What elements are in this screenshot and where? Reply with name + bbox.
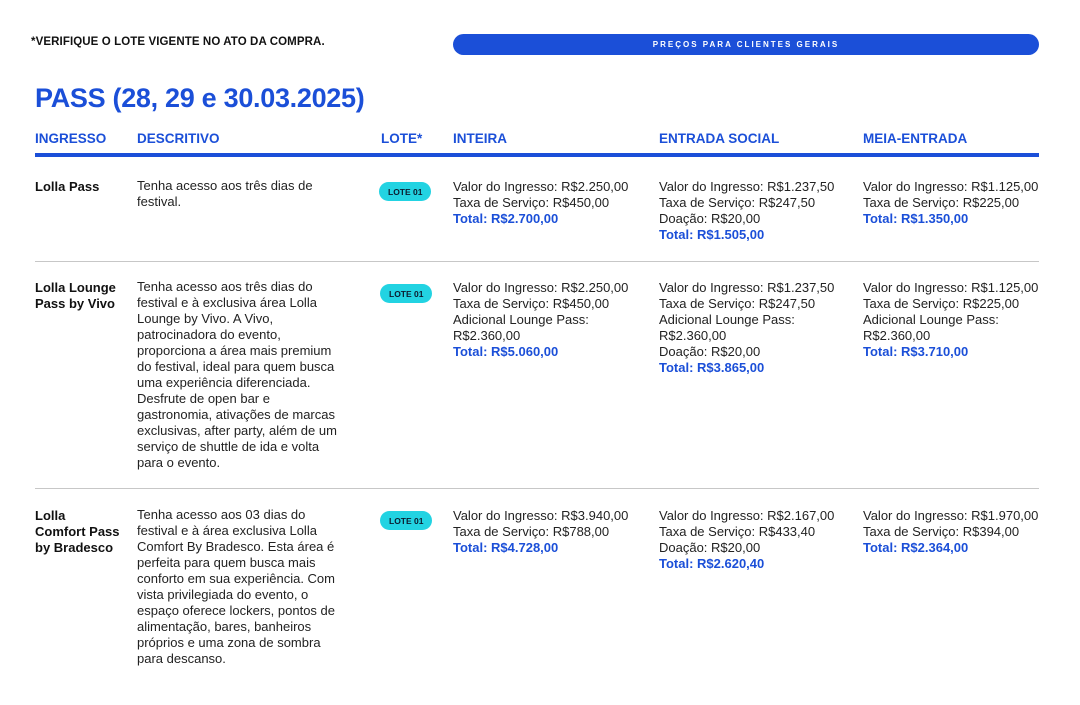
ticket-description-line: espaço oferece lockers, pontos de: [137, 603, 336, 618]
ticket-description-line: Desfrute de open bar e: [137, 391, 270, 406]
price-line: Doação: R$20,00: [659, 211, 761, 226]
price-entrada-social: [659, 280, 834, 376]
lote-badge: LOTE 01: [380, 284, 432, 303]
price-meia-entrada: [863, 280, 1038, 360]
ticket-description-line: Tenha acesso aos 03 dias do: [137, 507, 306, 522]
price-total: Total: R$5.060,00: [453, 344, 559, 359]
column-header-lote: LOTE*: [381, 131, 423, 146]
price-total: Total: R$3.865,00: [659, 360, 765, 375]
ticket-description-line: festival.: [137, 194, 182, 209]
ticket-description-line: patrocinadora do evento,: [137, 327, 281, 342]
ticket-description-line: Tenha acesso aos três dias do: [137, 279, 313, 294]
ticket-description-line: do festival, ideal para quem busca: [137, 359, 335, 374]
price-total: Total: R$2.620,40: [659, 556, 765, 571]
price-line: Adicional Lounge Pass:: [453, 312, 589, 327]
price-total: Total: R$2.364,00: [863, 540, 969, 555]
column-header-ingresso: INGRESSO: [35, 131, 107, 146]
price-inteira: [453, 508, 628, 556]
lote-badge: LOTE 01: [380, 511, 432, 530]
price-line: R$2.360,00: [659, 328, 727, 343]
price-line: Valor do Ingresso: R$2.167,00: [659, 508, 835, 523]
ticket-description: [137, 279, 355, 471]
price-line: Taxa de Serviço: R$788,00: [453, 524, 610, 539]
ticket-description-line: perfeita para quem busca mais: [137, 555, 316, 570]
price-entrada-social: [659, 508, 834, 572]
ticket-description-line: Comfort By Bradesco. Esta área é: [137, 539, 335, 554]
price-line: Taxa de Serviço: R$225,00: [863, 296, 1020, 311]
ticket-description-line: festival e à exclusiva área Lolla: [137, 295, 317, 310]
ticket-description-line: para o evento.: [137, 455, 221, 470]
ticket-name: [35, 280, 116, 312]
column-header-descritivo: DESCRITIVO: [137, 131, 220, 146]
price-total: Total: R$1.505,00: [659, 227, 765, 242]
ticket-description-line: vista privilegiada do evento, o: [137, 587, 309, 602]
row-divider: [35, 488, 1039, 489]
price-line: Taxa de Serviço: R$225,00: [863, 195, 1020, 210]
price-inteira: [453, 280, 628, 360]
ticket-description-line: conforto em sua experiência. Com: [137, 571, 335, 586]
row-divider: [35, 261, 1039, 262]
ticket-description-line: alimentação, bares, banheiros: [137, 619, 312, 634]
ticket-name-line: by Bradesco: [35, 540, 114, 555]
price-line: Valor do Ingresso: R$1.237,50: [659, 280, 835, 295]
ticket-name-line: Pass by Vivo: [35, 296, 115, 311]
price-line: Taxa de Serviço: R$433,40: [659, 524, 816, 539]
price-total: Total: R$1.350,00: [863, 211, 969, 226]
purchase-notice: *VERIFIQUE O LOTE VIGENTE NO ATO DA COMPRA.: [31, 36, 325, 48]
ticket-description-line: próprios e uma zona de sombra: [137, 635, 321, 650]
price-meia-entrada: [863, 508, 1038, 556]
column-header-inteira: INTEIRA: [453, 131, 507, 146]
price-line: Valor do Ingresso: R$1.970,00: [863, 508, 1039, 523]
price-total: Total: R$4.728,00: [453, 540, 559, 555]
ticket-description-line: serviço de shuttle de ida e volta: [137, 439, 320, 454]
header-divider: [35, 153, 1039, 157]
page-title: PASS (28, 29 e 30.03.2025): [35, 83, 365, 113]
ticket-name: [35, 179, 99, 195]
price-line: Taxa de Serviço: R$394,00: [863, 524, 1020, 539]
price-line: Adicional Lounge Pass:: [863, 312, 999, 327]
ticket-description-line: Tenha acesso aos três dias de: [137, 178, 313, 193]
ticket-description: [137, 507, 355, 667]
ticket-name-line: Lolla: [35, 508, 66, 523]
price-inteira: [453, 179, 628, 227]
column-header-meia-entrada: MEIA-ENTRADA: [863, 131, 968, 146]
price-line: Valor do Ingresso: R$2.250,00: [453, 179, 629, 194]
price-entrada-social: [659, 179, 834, 243]
price-line: Valor do Ingresso: R$1.237,50: [659, 179, 835, 194]
price-meia-entrada: [863, 179, 1038, 227]
ticket-name-line: Lolla Pass: [35, 179, 100, 194]
price-line: Taxa de Serviço: R$247,50: [659, 195, 816, 210]
ticket-description: [137, 178, 355, 210]
price-line: Doação: R$20,00: [659, 344, 761, 359]
price-line: Taxa de Serviço: R$247,50: [659, 296, 816, 311]
price-line: Taxa de Serviço: R$450,00: [453, 195, 610, 210]
price-total: Total: R$2.700,00: [453, 211, 559, 226]
lote-badge: LOTE 01: [379, 182, 431, 201]
price-line: Taxa de Serviço: R$450,00: [453, 296, 610, 311]
ticket-description-line: festival e à área exclusiva Lolla: [137, 523, 317, 538]
ticket-description-line: para descanso.: [137, 651, 226, 666]
ticket-description-line: proporciona a área mais premium: [137, 343, 332, 358]
price-line: Doação: R$20,00: [659, 540, 761, 555]
ticket-description-line: uma experiência diferenciada.: [137, 375, 311, 390]
ticket-name-line: Comfort Pass: [35, 524, 120, 539]
ticket-description-line: Lounge by Vivo. A Vivo,: [137, 311, 274, 326]
ticket-description-line: gastronomia, ativações de marcas: [137, 407, 335, 422]
price-line: Valor do Ingresso: R$1.125,00: [863, 179, 1039, 194]
column-header-entrada-social: ENTRADA SOCIAL: [659, 131, 780, 146]
pricing-banner: PREÇOS PARA CLIENTES GERAIS: [453, 34, 1039, 55]
price-line: R$2.360,00: [453, 328, 521, 343]
ticket-name: [35, 508, 120, 556]
price-line: Valor do Ingresso: R$1.125,00: [863, 280, 1039, 295]
price-line: Adicional Lounge Pass:: [659, 312, 795, 327]
price-line: Valor do Ingresso: R$2.250,00: [453, 280, 629, 295]
price-line: Valor do Ingresso: R$3.940,00: [453, 508, 629, 523]
price-line: R$2.360,00: [863, 328, 931, 343]
price-total: Total: R$3.710,00: [863, 344, 969, 359]
ticket-description-line: exclusivas, after party, além de um: [137, 423, 337, 438]
ticket-name-line: Lolla Lounge: [35, 280, 116, 295]
